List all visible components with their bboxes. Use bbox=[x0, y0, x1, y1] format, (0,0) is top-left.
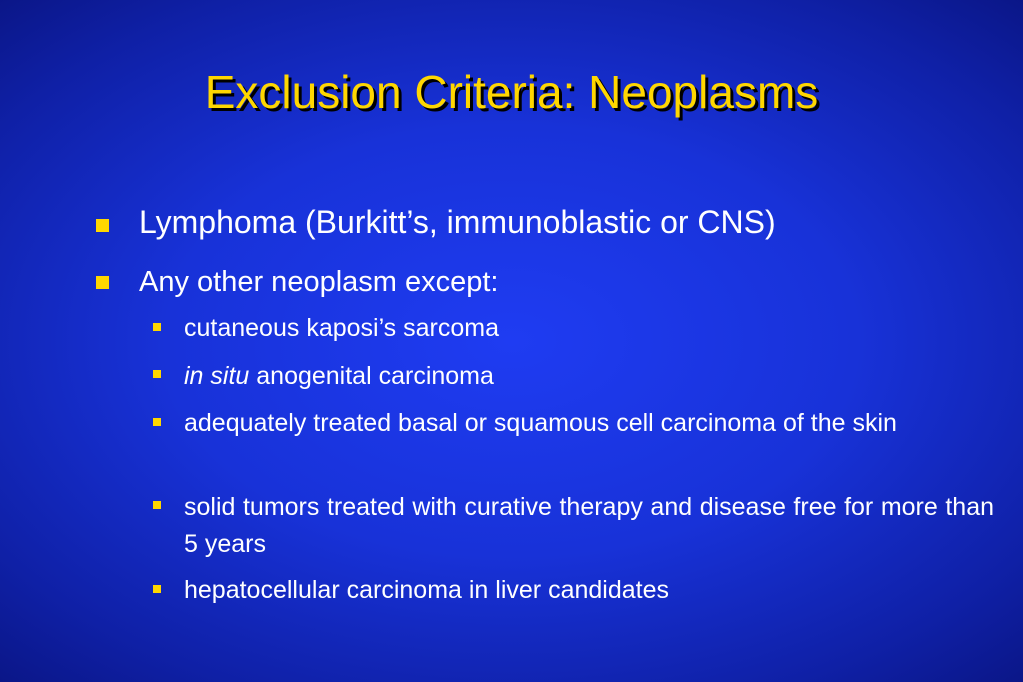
square-bullet-icon bbox=[96, 276, 109, 289]
sub-bullet-kaposi: cutaneous kaposi’s sarcoma bbox=[184, 314, 499, 342]
small-square-bullet-icon bbox=[153, 370, 161, 378]
bullet-lymphoma: Lymphoma (Burkitt’s, immunoblastic or CNS) bbox=[139, 204, 776, 240]
bullet-any-other-neoplasm: Any other neoplasm except: bbox=[139, 266, 499, 298]
small-square-bullet-icon bbox=[153, 585, 161, 593]
in-situ-rest: anogenital carcinoma bbox=[249, 362, 494, 390]
square-bullet-icon bbox=[96, 219, 109, 232]
sub-bullet-solid-tumors: solid tumors treated with curative therapy and disease free for more than 5 years bbox=[184, 493, 994, 558]
sub-bullet-in-situ bbox=[184, 358, 994, 395]
small-square-bullet-icon bbox=[153, 418, 161, 426]
small-square-bullet-icon bbox=[153, 323, 161, 331]
small-square-bullet-icon bbox=[153, 501, 161, 509]
sub-bullet-basal-squamous: adequately treated basal or squamous cell carcinoma of the skin bbox=[184, 409, 897, 437]
slide-title: Exclusion Criteria: Neoplasms bbox=[204, 66, 819, 118]
in-situ-italic: in situ bbox=[184, 362, 250, 390]
sub-bullet-hepatocellular: hepatocellular carcinoma in liver candidates bbox=[184, 576, 669, 604]
